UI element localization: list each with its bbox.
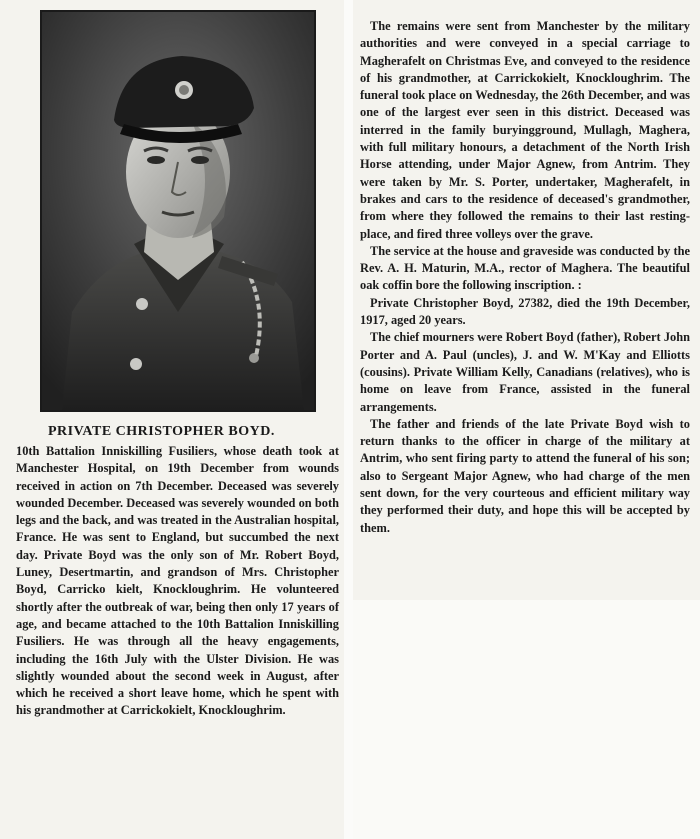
portrait-image [42, 12, 314, 410]
inscription-paragraph: Private Christopher Boyd, 27382, died the 19th December, 1917, aged 20 years. [360, 295, 690, 328]
service-paragraph: The service at the house and graveside was conducted by the Rev. A. H. Maturin, M.A., rector of Maghera. The beautiful oak coffin bore the following inscription. : [360, 243, 690, 293]
funeral-paragraph: The remains were sent from Manchester by the military authorities and were conveyed in a special carriage to Magherafelt on Christmas Eve, and conveyed to the residence of his grandmother, at Carrickokielt, Knockloughrim. The funeral took place on Wednesday, the 26th December, and was one of the largest ever seen in this district. Deceased was interred in the family buryingground, Mullagh, Maghera, with full military honours, a detachment of the North Irish Horse attending, under Major Agnew, from Antrim. They were taken by Mr. S. Porter, undertaker, Magherafelt, in brakes and cars to the residence of deceased's grandmother, from where they followed the remains to their last resting-place, and fired three volleys over the grave. [360, 19, 690, 241]
mourners-paragraph: The chief mourners were Robert Boyd (father), Robert John Porter and A. Paul (uncles), J. and W. M'Kay and Elliotts (cousins). Private William Kelly, Canadians (relatives), who is home on leave from France, assisted in the funeral arrangements. [360, 330, 690, 414]
portrait-caption: PRIVATE CHRISTOPHER BOYD. [48, 424, 275, 439]
left-article-text [16, 443, 339, 720]
article-paragraph: 10th Battalion Inniskilling Fusiliers, whose death took at Manchester Hospital, on 19th December from wounds received in action on 7th December. Deceased was severely wounded December. Deceased was severely wounded on both legs and the back, and was treated in the Australian hospital, France. He was sent to England, but succumbed the next day. Private Boyd was the only son of Mr. Robert Boyd, Luney, Desertmartin, and grandson of Mrs. Christopher Boyd, Carricko kielt, Knockloughrim. He volunteered shortly after the outbreak of war, being then only 17 years of age, and became attached to the 10th Battalion Inniskilling Fusiliers. He was through all the heavy engagements, including the 16th July with the Ulster Division. He was slightly wounded about the second week in August, after which he received a short leave home, which he spent with his grandmother at Carrickokielt, Knockloughrim. [16, 444, 339, 718]
thanks-paragraph: The father and friends of the late Private Boyd wish to return thanks to the officer in charge of the military at Antrim, who sent firing party to attend the funeral of his son; also to Sergeant Major Agnew, who had charge of the men sent down, for the very courteous and efficient military way they performed their duty, and hope this will be accepted by them. [360, 416, 690, 535]
soldier-portrait-photo [40, 10, 316, 412]
right-article-text [360, 18, 690, 537]
column-divider [344, 0, 353, 839]
